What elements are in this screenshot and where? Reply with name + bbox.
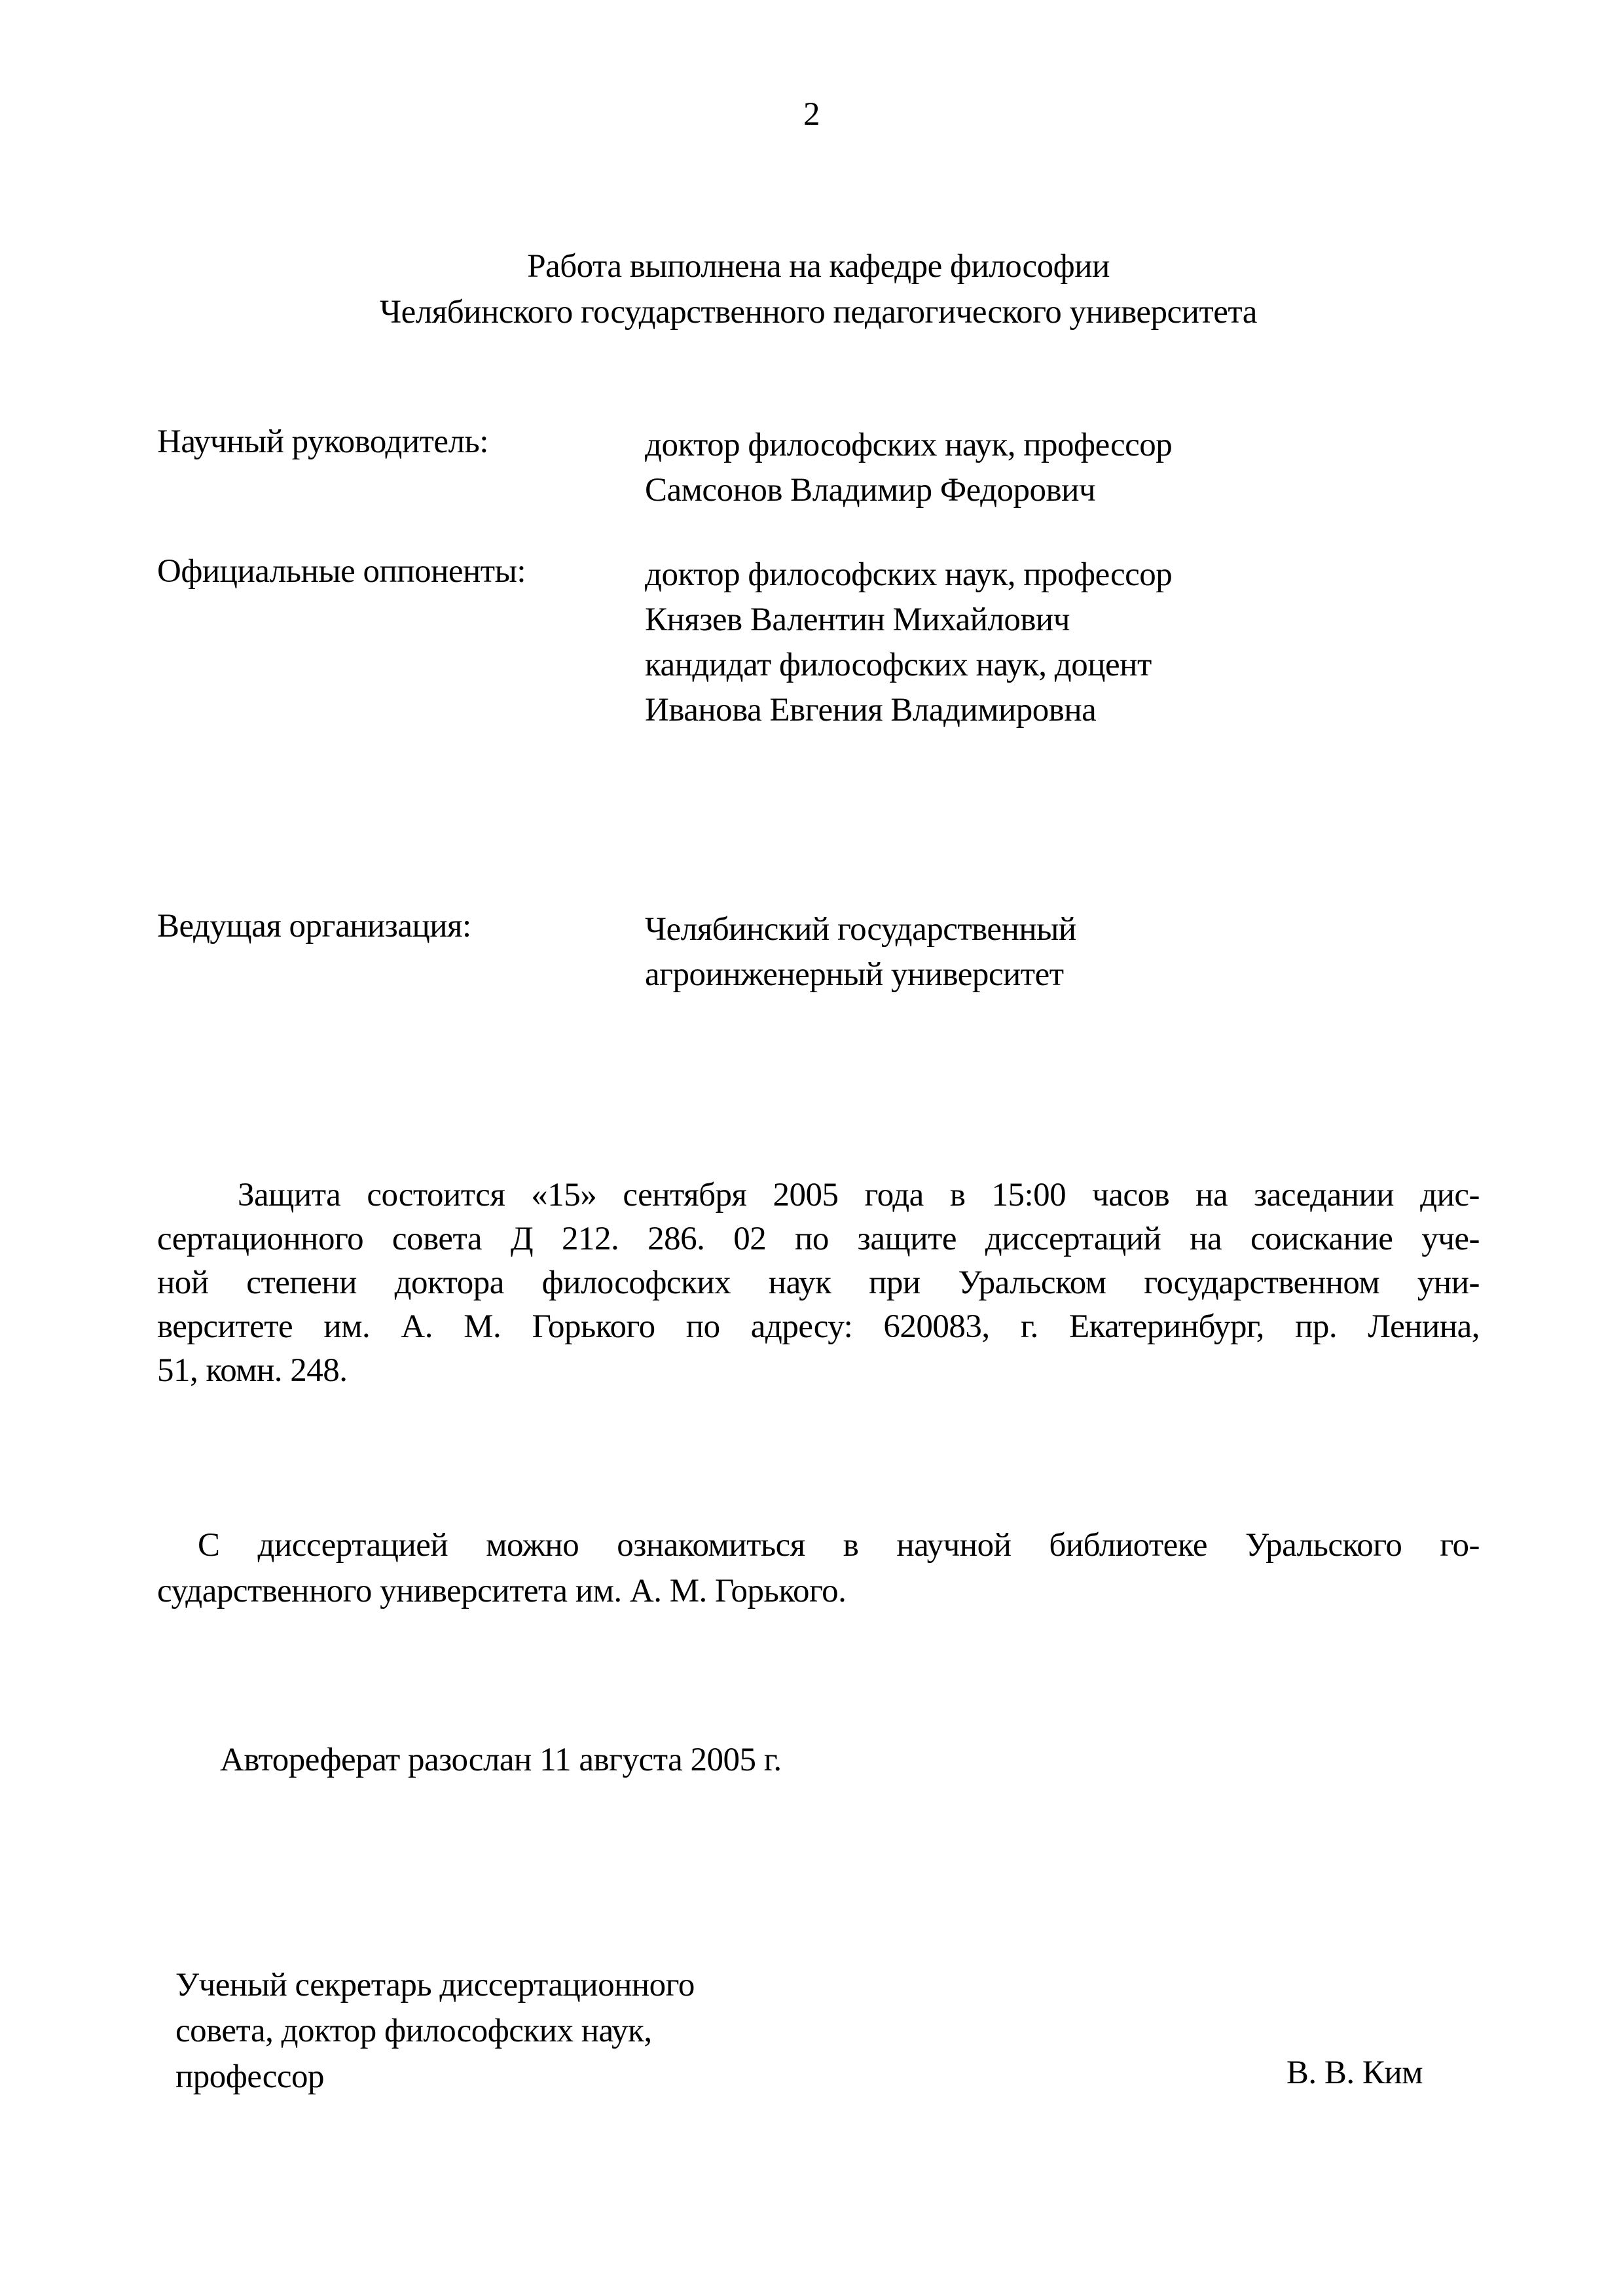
page-number: 2 <box>803 96 820 133</box>
header-line-1: Работа выполнена на кафедре философии <box>527 248 1110 285</box>
scientific-secretary-block <box>175 1962 695 2100</box>
leading-organization-label: Ведущая организация: <box>157 908 471 944</box>
defense-line: ной степени доктора философских наук при Уральском государственном уни- <box>157 1265 1480 1301</box>
work-performed-header <box>157 243 1480 335</box>
leading-organization-line-1: Челябинский государственный <box>645 911 1076 948</box>
library-line: сударственного университета им. А. М. Горького. <box>157 1573 847 1609</box>
leading-organization-values <box>645 907 1076 997</box>
opponents-values <box>645 552 1172 733</box>
library-line: С диссертацией можно ознакомиться в научной библиотеке Уральского го- <box>198 1527 1480 1564</box>
abstract-mailed-line: Автореферат разослан 11 августа 2005 г. <box>220 1742 782 1778</box>
secretary-line-2: совета, доктор философских наук, <box>175 2013 652 2049</box>
defense-line: сертационного совета Д 212. 286. 02 по защите диссертаций на соискание уче- <box>157 1221 1480 1257</box>
header-line-2: Челябинского государственного педагогического университета <box>380 294 1257 331</box>
supervisor-values <box>645 423 1172 513</box>
opponent-2-name: Иванова Евгения Владимировна <box>645 692 1097 728</box>
secretary-name: В. В. Ким <box>1286 2054 1423 2091</box>
secretary-line-3: профессор <box>175 2058 325 2095</box>
supervisor-label: Научный руководитель: <box>157 423 488 460</box>
opponents-label: Официальные оппоненты: <box>157 553 526 590</box>
defense-line: верситете им. А. М. Горького по адресу: 620083, г. Екатеринбург, пр. Ленина, <box>157 1308 1480 1345</box>
opponent-1-name: Князев Валентин Михайлович <box>645 601 1070 638</box>
supervisor-name: Самсонов Владимир Федорович <box>645 472 1096 509</box>
leading-organization-line-2: агроинженерный университет <box>645 956 1064 993</box>
supervisor-degree: доктор философских наук, профессор <box>645 427 1173 463</box>
defense-paragraph <box>157 1174 1480 1393</box>
defense-line: Защита состоится «15» сентября 2005 года в 15:00 часов на заседании дис- <box>238 1177 1480 1213</box>
secretary-line-1: Ученый секретарь диссертационного <box>175 1967 695 2003</box>
library-paragraph <box>157 1522 1480 1614</box>
opponent-1-degree: доктор философских наук, профессор <box>645 556 1173 593</box>
opponent-2-degree: кандидат философских наук, доцент <box>645 647 1152 683</box>
defense-line: 51, комн. 248. <box>157 1352 348 1389</box>
